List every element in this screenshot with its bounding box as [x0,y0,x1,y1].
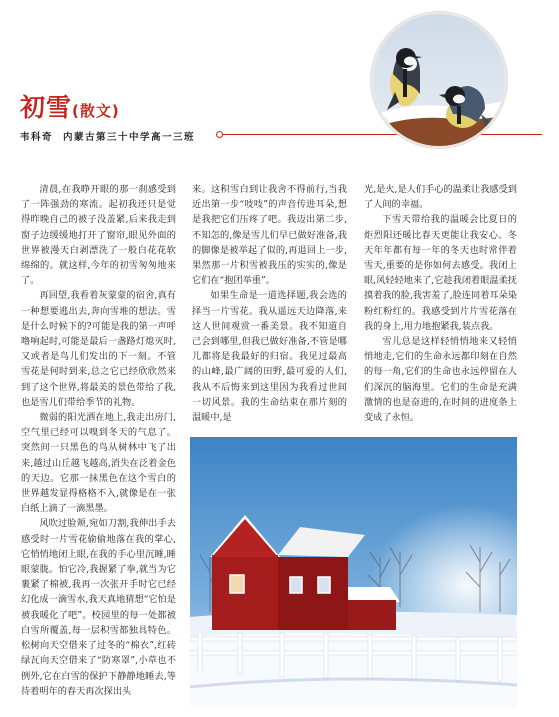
header-rule [222,134,542,135]
paragraph: 雪儿总是这样轻悄悄地来又轻悄悄地走,它们的生命永远都印刻在自然的每一角,它们的生命也永远停留在人们深沉的脑海里。它们的生命是充满激情的也是奋进的,在时间的进度条上变成了永恒。 [364,336,517,422]
article-column-1 [21,182,176,712]
birds-illustration [373,14,507,148]
paragraph: 清晨,在我睁开眼的那一刹感受到了一阵强劲的寒流。起初我还只是觉得昨晚自己的被子没盖紧,后来我走到窗子边缓缓地打开了窗帘,眼见外面的世界被漫天白剥漂洗了一般白花花软绵绵的。就这样,今年的初雪匆匆地来了。 [21,184,176,287]
birds-photo [371,12,507,148]
article-title [20,88,120,124]
paragraph: 再回望,我看着灰蒙蒙的宿舍,真有一种想要逃出去,奔向雪堆的想法。雪是什么时候下的?可能是我的第一声呼噜响起时,可能是最后一盏路灯熄灭时,又或者是鸟儿们发出的下一刻。不管雪花是何时到来,总之它已经欣欣然来到了这个世界,将最美的景色带给了我,也是雪儿们带给季节的礼物。 [21,290,176,408]
author-school: 内蒙古第三十中学高一三班 [63,132,196,143]
barn-photo [190,437,517,707]
article-column-2 [192,182,347,422]
title-main: 初雪 [20,93,73,122]
article-column-3 [364,182,517,422]
paragraph: 来。这积雪白到让我舍不得前行,当我近出第一步“吱吱”的声音传进耳朵,想是我把它们压疼了吧。我迈出第二步,不知怎的,像是雪儿们早已做好准备,我的脚像是被举起了似的,再退回上一步,果然那一片积雪被我压的实实的,像是它们在“抱团举重”。 [192,184,347,287]
barn-illustration [190,437,517,707]
paragraph: 光,是火,是人们手心的温柔让我感受到了人间的幸福。 [364,184,517,211]
paragraph: 风吹过脸颊,宛如刀割,我伸出手去感受时一片雪花偷偷地落在我的掌心,它悄悄地闭上眼,在我的手心里沉睡,睡眼蒙胧。怕它冷,我握紧了拳,就当为它裹紧了棉被,我再一次张开手时它已经幻化成一滴雪水,我天真地猜想“它怕是被我暖化了吧”。校园里的每一处都被白雪所覆盖,每一层积雪都独具特色。松树向天空借来了过冬的“棉衣”,红砖绿瓦向天空借来了“防寒罩”,小草也不例外,它在白雪的保护下静静地睡去,等待着明年的春天再次探出头 [21,518,176,697]
byline [20,129,195,143]
paragraph: 微弱的阳光洒在地上,我走出房门,空气里已经可以嗅到冬天的气息了。突然间一只黑色的鸟从树林中飞了出来,越过山丘越飞越高,消失在泛着金色的天边。它那一抹黑色在这个雪白的世界越发显得格格不入,就像是在一张白纸上滴了一滴黑墨。 [21,412,176,515]
paragraph: 下雪天带给我的温暖会比夏日的炬烈阳还暖比春天更能让我安心。冬天年年都有每一年的冬天也时常伴着雪天,重要的是你如何去感受。我闭上眼,风轻轻地来了,它趁我闭着眼温柔抚摸着我的脸,我害羞了,脸连同着耳朵染粉红粉红的。我感受到片片雪花落在我的身上,用力地抱紧我,装点我。 [364,214,517,332]
author-name: 韦科奇 [20,132,54,143]
paragraph: 如果生命是一道选择题,我会选的择当一片雪花。我从遥远天边降落,来这人世间观赏一番美景。我不知道自己会到哪里,但我已做好准备,不管是哪儿都将是我最好的归宿。我见过最高的山峰,最广阔的田野,最可爱的人们,我从不后悔来到这里因为我看过世间一切风景。我的生命结束在那片刻的温暖中,是 [192,290,347,422]
title-genre: (散文) [72,102,120,120]
